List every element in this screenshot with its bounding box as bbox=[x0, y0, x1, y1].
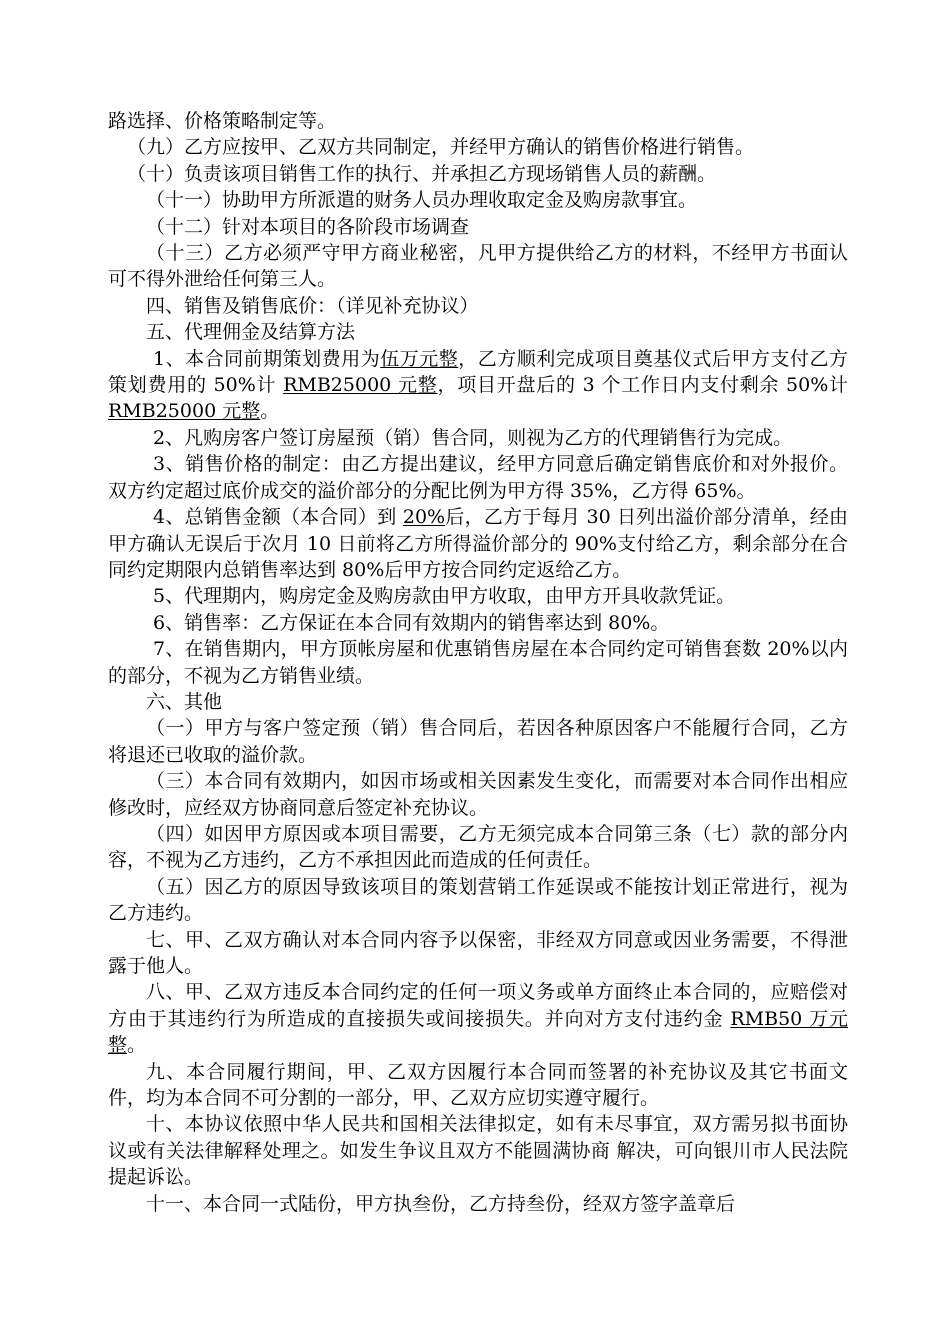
paragraph bbox=[108, 1111, 848, 1190]
paragraph-text: （十二）针对本项目的各阶段市场调查 bbox=[146, 215, 470, 238]
paragraph-text: 1、本合同前期策划费用为 bbox=[153, 347, 381, 370]
paragraph-text: 后，乙方于每月 30 日列出溢价部分清单，经由甲方确认无误后于次月 10 日前将乙方所得溢价部分的 90%支付给乙方，剩余部分在合同约定期限内总销售率达到 80%后甲方按合同约定返给乙方。 bbox=[108, 506, 848, 581]
underlined-amount: RMB25000 元整 bbox=[108, 400, 261, 423]
paragraph-text: 4、总销售金额（本合同）到 bbox=[153, 506, 403, 529]
paragraph bbox=[108, 874, 848, 927]
paragraph bbox=[108, 1059, 848, 1112]
paragraph bbox=[108, 504, 848, 583]
paragraph-text: （十三）乙方必须严守甲方商业秘密，凡甲方提供给乙方的材料，不经甲方书面认可不得外泄给任何第三人。 bbox=[108, 242, 848, 291]
paragraph bbox=[108, 715, 848, 768]
paragraph-text: 五、代理佣金及结算方法 bbox=[146, 321, 356, 344]
paragraph bbox=[108, 610, 848, 636]
paragraph bbox=[108, 689, 848, 715]
paragraph bbox=[108, 451, 848, 504]
paragraph-text: （十）负责该项目销售工作的执行、并承担乙方现场销售人员的薪酬。 bbox=[127, 162, 717, 185]
paragraph-text: 7、在销售期内，甲方顶帐房屋和优惠销售房屋在本合同约定可销售套数 20%以内的部分，不视为乙方销售业绩。 bbox=[108, 638, 848, 687]
paragraph bbox=[108, 583, 848, 609]
underlined-amount: RMB50 万元整 bbox=[108, 1007, 848, 1057]
paragraph bbox=[108, 134, 848, 160]
paragraph-text: 四、销售及销售底价：（详见补充协议） bbox=[146, 294, 479, 317]
paragraph-text: 六、其他 bbox=[146, 690, 223, 713]
underlined-amount: RMB25000 元整 bbox=[283, 374, 438, 397]
paragraph bbox=[108, 979, 848, 1058]
paragraph-text: ，项目开盘后的 3 个工作日内支付剩余 50%计 bbox=[437, 374, 848, 397]
paragraph-text: 3、销售价格的制定：由乙方提出建议，经甲方同意后确定销售底价和对外报价。双方约定超过底价成交的溢价部分的分配比例为甲方得 35%，乙方得 65%。 bbox=[108, 453, 848, 502]
paragraph-text: 九、本合同履行期间，甲、乙双方因履行本合同而签署的补充协议及其它书面文件，均为本合同不可分割的一部分，甲、乙双方应切实遵守履行。 bbox=[108, 1060, 848, 1110]
paragraph-text: （九）乙方应按甲、乙双方共同制定，并经甲方确认的销售价格进行销售。 bbox=[127, 136, 755, 159]
paragraph-text: 十、本协议依照中华人民共和国相关法律拟定，如有未尽事宜，双方需另拟书面协议或有关法律解释处理之。如发生争议且双方不能圆满协商 解决，可向银川市人民法院提起诉讼。 bbox=[108, 1113, 848, 1189]
paragraph-text: （四）如因甲方原因或本项目需要，乙方无须完成本合同第三条（七）款的部分内容，不视为乙方违约，乙方不承担因此而造成的任何责任。 bbox=[108, 822, 848, 872]
paragraph-text: 七、甲、乙双方确认对本合同内容予以保密，非经双方同意或因业务需要，不得泄露于他人。 bbox=[108, 928, 848, 977]
paragraph-text: 2、凡购房客户签订房屋预（销）售合同，则视为乙方的代理销售行为完成。 bbox=[153, 426, 793, 449]
paragraph-text: 。 bbox=[260, 400, 280, 423]
paragraph-text: （十一）协助甲方所派遣的财务人员办理收取定金及购房款事宜。 bbox=[146, 189, 698, 212]
document-page bbox=[108, 108, 848, 1217]
paragraph-text: 5、代理期内，购房定金及购房款由甲方收取，由甲方开具收款凭证。 bbox=[153, 585, 736, 608]
paragraph bbox=[108, 768, 848, 821]
paragraph bbox=[108, 346, 848, 425]
paragraph-text: （一）甲方与客户签定预（销）售合同后，若因各种原因客户不能履行合同，乙方将退还已收取的溢价款。 bbox=[108, 717, 848, 766]
paragraph bbox=[108, 214, 848, 240]
paragraph bbox=[108, 821, 848, 874]
paragraph bbox=[108, 293, 848, 319]
paragraph bbox=[108, 187, 848, 213]
paragraph-text: （五）因乙方的原因导致该项目的策划营销工作延误或不能按计划正常进行，视为乙方违约。 bbox=[108, 875, 848, 925]
paragraph-text: （三）本合同有效期内，如因市场或相关因素发生变化，而需要对本合同作出相应修改时，应经双方协商同意后签定补充协议。 bbox=[108, 770, 848, 819]
paragraph bbox=[108, 319, 848, 345]
paragraph bbox=[108, 161, 848, 187]
paragraph bbox=[108, 1191, 848, 1217]
underlined-amount: 20% bbox=[402, 506, 446, 529]
paragraph bbox=[108, 425, 848, 451]
paragraph-text: 6、销售率：乙方保证在本合同有效期内的销售率达到 80%。 bbox=[153, 611, 670, 634]
paragraph-text: 。 bbox=[127, 1034, 147, 1057]
paragraph-text: 十一、本合同一式陆份，甲方执叁份，乙方持叁份，经双方签字盖章后 bbox=[146, 1192, 736, 1215]
paragraph bbox=[108, 240, 848, 293]
paragraph bbox=[108, 108, 848, 134]
paragraph bbox=[108, 927, 848, 980]
paragraph-text: 八、甲、乙双方违反本合同约定的任何一项义务或单方面终止本合同的，应赔偿对方由于其违约行为所造成的直接损失或间接损失。并向对方支付违约金 bbox=[108, 981, 848, 1030]
paragraph bbox=[108, 636, 848, 689]
underlined-amount: 伍万元整 bbox=[380, 347, 459, 370]
paragraph-text: 路选择、价格策略制定等。 bbox=[108, 110, 337, 132]
paragraph-text: ，乙方顺利完成项目奠基仪式后甲方支付乙方策划费用的 50%计 bbox=[108, 347, 848, 397]
